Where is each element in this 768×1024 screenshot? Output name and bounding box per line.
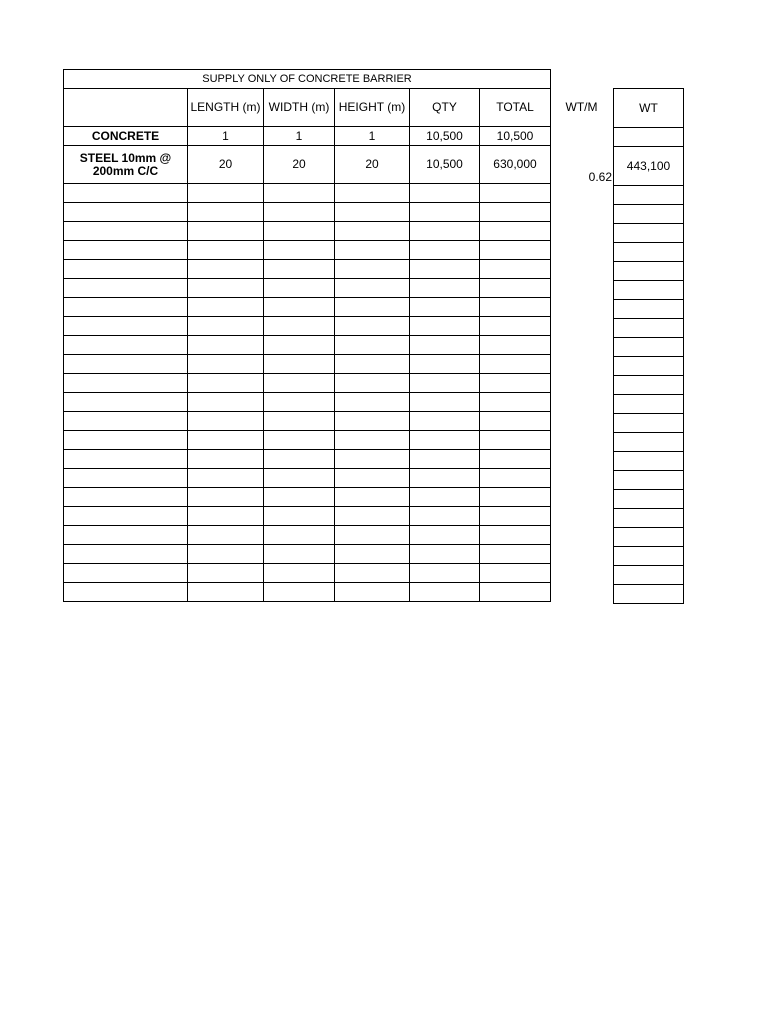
row-total: 10,500 [480, 127, 551, 146]
empty-cell [410, 355, 480, 374]
empty-cell [614, 262, 684, 281]
empty-cell [614, 547, 684, 566]
row-qty: 10,500 [410, 146, 480, 184]
empty-cell [410, 488, 480, 507]
table-row [64, 222, 551, 241]
empty-cell [480, 374, 551, 393]
empty-cell [614, 357, 684, 376]
table-row [64, 564, 551, 583]
empty-cell [480, 222, 551, 241]
empty-cell [480, 336, 551, 355]
empty-cell [188, 203, 264, 222]
header-item [64, 89, 188, 127]
empty-cell [614, 205, 684, 224]
empty-cell [614, 452, 684, 471]
empty-cell [188, 564, 264, 583]
empty-cell [480, 507, 551, 526]
empty-cell [410, 336, 480, 355]
table-row-steel [64, 146, 551, 184]
empty-cell [264, 260, 335, 279]
empty-cell [188, 526, 264, 545]
empty-cell [480, 298, 551, 317]
empty-cell [64, 450, 188, 469]
empty-cell [64, 469, 188, 488]
empty-cell [335, 279, 410, 298]
empty-cell [335, 583, 410, 602]
empty-cell [480, 241, 551, 260]
row-qty: 10,500 [410, 127, 480, 146]
empty-cell [64, 412, 188, 431]
empty-cell [614, 585, 684, 604]
empty-cell [480, 203, 551, 222]
empty-cell [614, 471, 684, 490]
row-length: 1 [188, 127, 264, 146]
empty-cell [480, 317, 551, 336]
empty-cell [188, 222, 264, 241]
empty-cell [264, 526, 335, 545]
wt-row [614, 186, 684, 205]
empty-cell [410, 279, 480, 298]
wt-row [614, 414, 684, 433]
empty-cell [264, 279, 335, 298]
empty-cell [480, 545, 551, 564]
row-width: 20 [264, 146, 335, 184]
wt-row [614, 205, 684, 224]
table-row [64, 412, 551, 431]
row-height: 20 [335, 146, 410, 184]
table-row [64, 507, 551, 526]
empty-cell [64, 545, 188, 564]
empty-cell [188, 355, 264, 374]
empty-cell [188, 260, 264, 279]
empty-cell [264, 450, 335, 469]
empty-cell [480, 393, 551, 412]
header-length: LENGTH (m) [188, 89, 264, 127]
empty-cell [264, 545, 335, 564]
row-item: CONCRETE [64, 127, 188, 146]
wt-row [614, 509, 684, 528]
empty-rows [64, 184, 551, 602]
wt-row [614, 243, 684, 262]
empty-cell [614, 376, 684, 395]
empty-cell [188, 241, 264, 260]
empty-cell [335, 241, 410, 260]
empty-cell [614, 300, 684, 319]
header-height: HEIGHT (m) [335, 89, 410, 127]
header-row [64, 89, 551, 127]
empty-cell [64, 507, 188, 526]
table-row [64, 260, 551, 279]
wt-row [614, 319, 684, 338]
wt-row [614, 452, 684, 471]
empty-cell [335, 298, 410, 317]
header-qty: QTY [410, 89, 480, 127]
empty-cell [614, 509, 684, 528]
empty-cell [335, 564, 410, 583]
empty-cell [335, 317, 410, 336]
wt-per-m-value: 0.62 [588, 170, 612, 184]
row-total: 630,000 [480, 146, 551, 184]
header-total: TOTAL [480, 89, 551, 127]
empty-cell [335, 545, 410, 564]
table-row [64, 355, 551, 374]
empty-cell [264, 298, 335, 317]
empty-cell [410, 260, 480, 279]
wt-row [614, 490, 684, 509]
table-row [64, 241, 551, 260]
empty-cell [335, 450, 410, 469]
empty-cell [614, 395, 684, 414]
empty-cell [335, 184, 410, 203]
wt-row [614, 471, 684, 490]
empty-cell [188, 279, 264, 298]
barrier-quantity-table [63, 69, 551, 602]
empty-cell [480, 469, 551, 488]
wt-row [614, 357, 684, 376]
empty-cell [188, 393, 264, 412]
empty-cell [410, 450, 480, 469]
empty-cell [188, 298, 264, 317]
empty-cell [480, 355, 551, 374]
empty-cell [480, 583, 551, 602]
empty-cell [480, 526, 551, 545]
empty-cell [64, 355, 188, 374]
wt-row [614, 224, 684, 243]
table-row [64, 545, 551, 564]
empty-cell [480, 431, 551, 450]
empty-cell [410, 583, 480, 602]
wt-row [614, 566, 684, 585]
empty-cell [410, 469, 480, 488]
table-row [64, 393, 551, 412]
empty-cell [188, 374, 264, 393]
table-title: SUPPLY ONLY OF CONCRETE BARRIER [64, 70, 551, 89]
empty-cell [410, 374, 480, 393]
wt-row [614, 262, 684, 281]
empty-cell [264, 222, 335, 241]
wt-row-concrete [614, 128, 684, 147]
empty-cell [264, 488, 335, 507]
empty-cell [410, 241, 480, 260]
empty-cell [64, 583, 188, 602]
empty-cell [264, 241, 335, 260]
empty-cell [64, 279, 188, 298]
empty-cell [335, 393, 410, 412]
empty-cell [410, 184, 480, 203]
table-row [64, 431, 551, 450]
empty-cell [264, 355, 335, 374]
empty-cell [188, 583, 264, 602]
empty-cell [410, 393, 480, 412]
empty-cell [64, 393, 188, 412]
wt-row [614, 395, 684, 414]
empty-cell [614, 186, 684, 205]
wt-row [614, 376, 684, 395]
empty-cell [614, 319, 684, 338]
empty-cell [335, 374, 410, 393]
empty-cell [188, 488, 264, 507]
table-row [64, 184, 551, 203]
empty-cell [264, 583, 335, 602]
wt-cell: 443,100 [614, 147, 684, 186]
empty-cell [410, 526, 480, 545]
table-row [64, 374, 551, 393]
empty-cell [64, 374, 188, 393]
empty-cell [614, 243, 684, 262]
empty-cell [335, 260, 410, 279]
empty-cell [264, 431, 335, 450]
wt-per-m-header: WT/M [565, 100, 598, 114]
empty-cell [64, 241, 188, 260]
table-row-concrete [64, 127, 551, 146]
table-row [64, 450, 551, 469]
empty-cell [410, 431, 480, 450]
empty-cell [188, 450, 264, 469]
empty-cell [335, 526, 410, 545]
empty-cell [335, 336, 410, 355]
empty-cell [64, 431, 188, 450]
empty-cell [480, 412, 551, 431]
empty-cell [335, 431, 410, 450]
empty-cell [264, 507, 335, 526]
table-row [64, 203, 551, 222]
table-row [64, 469, 551, 488]
empty-cell [64, 564, 188, 583]
table-row [64, 336, 551, 355]
empty-cell [614, 433, 684, 452]
empty-cell [188, 431, 264, 450]
table-row [64, 583, 551, 602]
empty-cell [64, 336, 188, 355]
empty-cell [188, 317, 264, 336]
empty-cell [64, 184, 188, 203]
wt-header-row [614, 89, 684, 128]
wt-row [614, 300, 684, 319]
empty-cell [614, 281, 684, 300]
row-length: 20 [188, 146, 264, 184]
empty-cell [614, 414, 684, 433]
empty-cell [335, 222, 410, 241]
empty-cell [410, 564, 480, 583]
empty-cell [264, 412, 335, 431]
row-width: 1 [264, 127, 335, 146]
table-row [64, 279, 551, 298]
empty-cell [64, 222, 188, 241]
empty-cell [410, 298, 480, 317]
weight-table [613, 88, 684, 604]
wt-cell [614, 128, 684, 147]
header-width: WIDTH (m) [264, 89, 335, 127]
empty-cell [614, 566, 684, 585]
empty-cell [188, 184, 264, 203]
wt-row [614, 528, 684, 547]
empty-cell [480, 279, 551, 298]
row-height: 1 [335, 127, 410, 146]
empty-cell [188, 336, 264, 355]
empty-cell [335, 488, 410, 507]
empty-cell [188, 507, 264, 526]
empty-cell [264, 317, 335, 336]
table-row [64, 298, 551, 317]
wt-row [614, 338, 684, 357]
empty-cell [480, 184, 551, 203]
empty-cell [264, 393, 335, 412]
empty-cell [64, 526, 188, 545]
table-row [64, 317, 551, 336]
empty-cell [410, 545, 480, 564]
table-row [64, 488, 551, 507]
empty-cell [410, 412, 480, 431]
empty-cell [335, 507, 410, 526]
table-row [64, 526, 551, 545]
header-wt: WT [614, 89, 684, 128]
wt-row [614, 433, 684, 452]
wt-row [614, 547, 684, 566]
empty-cell [264, 184, 335, 203]
empty-cell [335, 469, 410, 488]
wt-empty-rows [614, 186, 684, 604]
empty-cell [335, 412, 410, 431]
empty-cell [64, 298, 188, 317]
wt-row [614, 281, 684, 300]
empty-cell [64, 203, 188, 222]
empty-cell [264, 336, 335, 355]
empty-cell [614, 490, 684, 509]
empty-cell [264, 469, 335, 488]
empty-cell [410, 317, 480, 336]
wt-row-steel [614, 147, 684, 186]
empty-cell [410, 222, 480, 241]
wt-row [614, 585, 684, 604]
title-row [64, 70, 551, 89]
empty-cell [64, 260, 188, 279]
empty-cell [335, 203, 410, 222]
empty-cell [264, 203, 335, 222]
empty-cell [480, 260, 551, 279]
empty-cell [410, 507, 480, 526]
empty-cell [264, 564, 335, 583]
empty-cell [480, 488, 551, 507]
empty-cell [188, 545, 264, 564]
row-item: STEEL 10mm @ 200mm C/C [64, 146, 188, 184]
empty-cell [614, 338, 684, 357]
empty-cell [480, 564, 551, 583]
empty-cell [64, 488, 188, 507]
empty-cell [264, 374, 335, 393]
empty-cell [614, 528, 684, 547]
empty-cell [614, 224, 684, 243]
empty-cell [335, 355, 410, 374]
empty-cell [64, 317, 188, 336]
empty-cell [410, 203, 480, 222]
empty-cell [480, 450, 551, 469]
empty-cell [188, 412, 264, 431]
empty-cell [188, 469, 264, 488]
